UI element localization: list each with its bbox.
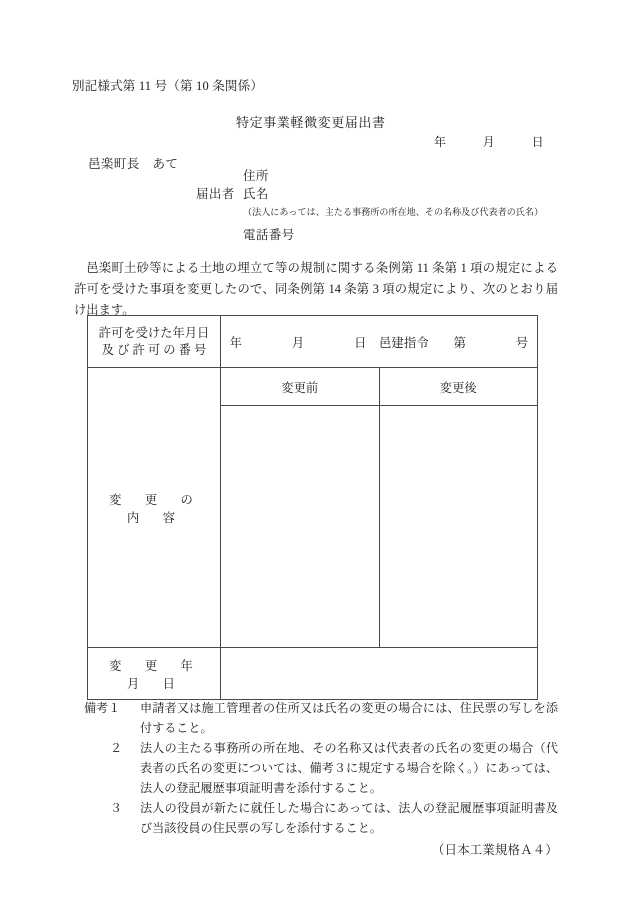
- table-row-change-headers: [88, 368, 538, 406]
- before-change-value[interactable]: [221, 406, 380, 648]
- filer-name-label: 氏名: [243, 187, 269, 201]
- table-row-permit: [88, 316, 538, 368]
- remark-item: [84, 798, 558, 838]
- remark-lead: 備考１: [84, 701, 121, 715]
- filer-corporate-note: （法人にあっては、主たる事務所の所在地、その名称及び代表者の氏名）: [243, 207, 544, 217]
- filer-address-label: 住所: [243, 169, 269, 183]
- table-row-change-date: [88, 648, 538, 700]
- body-paragraph: 邑楽町土砂等による土地の埋立て等の規制に関する条例第 11 条第 1 項の規定による許可を受けた事項を変更したので、同条例第 14 条第 3 項の規定により、次のとおり届け出ます。: [74, 261, 558, 317]
- addressee: 邑楽町長 あて: [88, 157, 179, 171]
- change-date-value[interactable]: [221, 648, 538, 700]
- form-number: 別記様式第 11 号（第 10 条関係）: [72, 79, 264, 93]
- filer-label: 届出者: [196, 187, 235, 201]
- remarks-section: [84, 698, 558, 838]
- page-title: 特定事業軽微変更届出書: [236, 115, 386, 130]
- remark-text: 法人の主たる事務所の所在地、その名称又は代表者の氏名の変更の場合（代表者の氏名の変更については、備考３に規定する場合を除く。）にあっては、法人の登記履歴事項証明書を添付すること。: [140, 741, 558, 795]
- remark-lead: ３: [110, 801, 123, 815]
- remark-item: [84, 698, 558, 738]
- remark-text: 申請者又は施工管理者の住所又は氏名の変更の場合には、住民票の写しを添付すること。: [140, 701, 558, 735]
- filer-phone-label: 電話番号: [243, 228, 295, 242]
- submission-date-line: 年 月 日: [434, 135, 544, 149]
- change-notification-table: [87, 315, 538, 700]
- remark-item: [84, 738, 558, 798]
- remark-text: 法人の役員が新たに就任した場合にあっては、法人の登記履歴事項証明書及び当該役員の住民票の写しを添付すること。: [140, 801, 558, 835]
- before-change-header: 変更前: [221, 368, 380, 406]
- permit-date-number-value[interactable]: 年 月 日 邑建指令 第 号: [221, 316, 538, 368]
- after-change-value[interactable]: [379, 406, 538, 648]
- change-content-header: 変 更 の 内 容: [88, 368, 221, 648]
- change-date-header: 変 更 年 月 日: [88, 648, 221, 700]
- permit-date-number-header: 許可を受けた年月日 及 び 許 可 の 番 号: [88, 316, 221, 368]
- remark-lead: ２: [110, 741, 123, 755]
- paper-size-footer: （日本工業規格Ａ４）: [432, 843, 558, 857]
- after-change-header: 変更後: [379, 368, 538, 406]
